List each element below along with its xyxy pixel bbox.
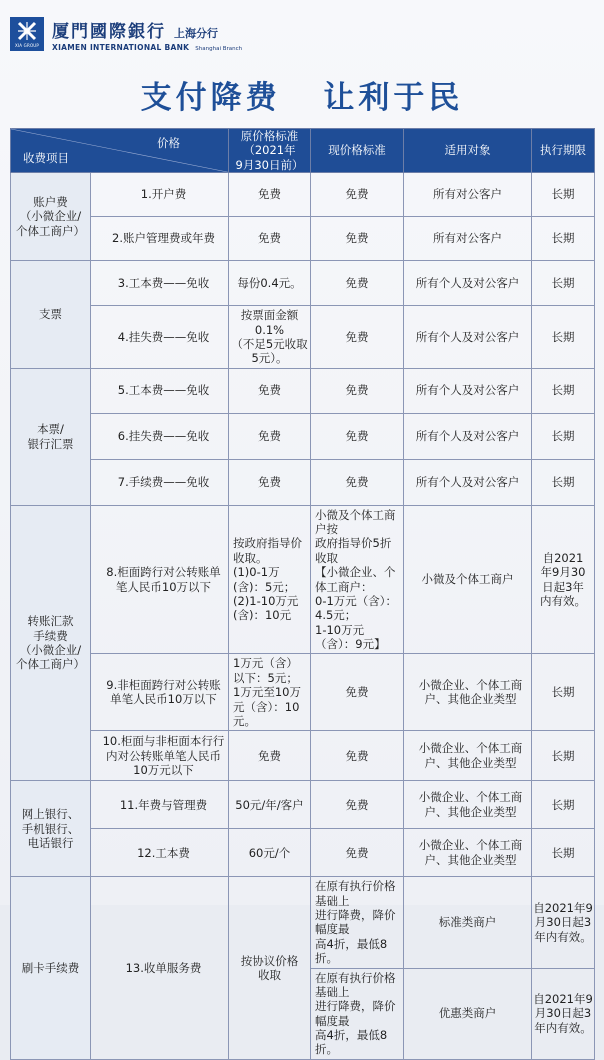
period-cell: 自2021 年9月30 日起3年 内有效。 xyxy=(532,505,595,654)
current-price-cell: 免费 xyxy=(311,261,404,306)
table-row xyxy=(11,173,595,217)
current-price-cell: 在原有执行价格基础上 进行降费，降价幅度最 高4折，最低8折。 xyxy=(311,877,404,968)
original-price-cell: 按政府指导价收取。 (1)0-1万(含)：5元； (2)1-10万元(含)：10元 xyxy=(229,505,311,654)
original-price-cell: 按协议价格 收取 xyxy=(229,877,311,1060)
period-cell: 长期 xyxy=(532,173,595,217)
table-row xyxy=(11,781,595,829)
table-row xyxy=(11,829,595,877)
branch-name-en: Shanghai Branch xyxy=(195,45,243,52)
branch-name-cn: 上海分行 xyxy=(174,26,218,40)
item-cell: 13.收单服务费 xyxy=(91,877,229,1060)
period-cell: 长期 xyxy=(532,261,595,306)
target-cell: 所有对公客户 xyxy=(404,217,532,261)
original-price-cell: 免费 xyxy=(229,368,311,413)
header-target: 适用对象 xyxy=(404,129,532,173)
header-current-price: 现价格标准 xyxy=(311,129,404,173)
slogan xyxy=(0,72,604,117)
header-item-price xyxy=(11,129,229,173)
item-cell: 10.柜面与非柜面本行行 内对公转账单笔人民币 10万元以下 xyxy=(91,731,229,781)
current-price-cell: 免费 xyxy=(311,173,404,217)
category-promissory-draft: 本票/ 银行汇票 xyxy=(11,368,91,505)
table-row xyxy=(11,368,595,413)
current-price-cell: 免费 xyxy=(311,731,404,781)
category-account-fee: 账户费 （小微企业/ 个体工商户） xyxy=(11,173,91,261)
target-cell: 小微企业、个体工商 户、其他企业类型 xyxy=(404,654,532,731)
bank-header xyxy=(10,14,242,54)
current-price-cell: 免费 xyxy=(311,654,404,731)
item-cell: 8.柜面跨行对公转账单 笔人民币10万以下 xyxy=(91,505,229,654)
logo-text: XIA GROUP xyxy=(14,43,40,48)
item-cell: 1.开户费 xyxy=(91,173,229,217)
original-price-cell: 免费 xyxy=(229,173,311,217)
table-row xyxy=(11,877,595,968)
period-cell: 自2021年9 月30日起3 年内有效。 xyxy=(532,968,595,1059)
category-cheque: 支票 xyxy=(11,261,91,369)
table-row xyxy=(11,306,595,369)
current-price-cell: 免费 xyxy=(311,217,404,261)
item-cell: 4.挂失费——免收 xyxy=(91,306,229,369)
item-cell: 3.工本费——免收 xyxy=(91,261,229,306)
period-cell: 长期 xyxy=(532,731,595,781)
target-cell: 所有对公客户 xyxy=(404,173,532,217)
current-price-cell: 免费 xyxy=(311,781,404,829)
header-item-label: 收费项目 xyxy=(23,150,69,165)
item-cell: 2.账户管理费或年费 xyxy=(91,217,229,261)
table-header-row xyxy=(11,129,595,173)
original-price-cell: 免费 xyxy=(229,459,311,505)
table-row xyxy=(11,217,595,261)
current-price-cell: 免费 xyxy=(311,306,404,369)
period-cell: 长期 xyxy=(532,829,595,877)
table-row xyxy=(11,413,595,459)
current-price-cell: 免费 xyxy=(311,413,404,459)
current-price-cell: 免费 xyxy=(311,829,404,877)
fee-table xyxy=(10,128,595,1060)
original-price-cell: 免费 xyxy=(229,217,311,261)
header-period: 执行期限 xyxy=(532,129,595,173)
item-cell: 12.工本费 xyxy=(91,829,229,877)
table-row xyxy=(11,261,595,306)
original-price-cell: 1万元（含）以下：5元； 1万元至10万元（含）：10元。 xyxy=(229,654,311,731)
current-price-cell: 在原有执行价格基础上 进行降费，降价幅度最 高4折，最低8折。 xyxy=(311,968,404,1059)
slogan-part-2: 让利于民 xyxy=(323,80,464,116)
table-row xyxy=(11,731,595,781)
period-cell: 长期 xyxy=(532,413,595,459)
table-row xyxy=(11,459,595,505)
current-price-cell: 免费 xyxy=(311,459,404,505)
original-price-cell: 每份0.4元。 xyxy=(229,261,311,306)
target-cell: 标准类商户 xyxy=(404,877,532,968)
period-cell: 自2021年9 月30日起3 年内有效。 xyxy=(532,877,595,968)
period-cell: 长期 xyxy=(532,306,595,369)
target-cell: 小微企业、个体工商 户、其他企业类型 xyxy=(404,829,532,877)
target-cell: 小微企业、个体工商 户、其他企业类型 xyxy=(404,731,532,781)
target-cell: 所有个人及对公客户 xyxy=(404,368,532,413)
target-cell: 小微及个体工商户 xyxy=(404,505,532,654)
current-price-cell: 免费 xyxy=(311,368,404,413)
bank-name-en: XIAMEN INTERNATIONAL BANK xyxy=(52,42,190,52)
category-online-banking: 网上银行、 手机银行、 电话银行 xyxy=(11,781,91,877)
bank-logo xyxy=(10,17,44,51)
target-cell: 所有个人及对公客户 xyxy=(404,413,532,459)
original-price-cell: 免费 xyxy=(229,731,311,781)
item-cell: 6.挂失费——免收 xyxy=(91,413,229,459)
period-cell: 长期 xyxy=(532,459,595,505)
category-transfer-fee: 转账汇款 手续费 （小微企业/ 个体工商户） xyxy=(11,505,91,781)
bank-name-cn: 厦門國際銀行 xyxy=(52,21,166,42)
target-cell: 优惠类商户 xyxy=(404,968,532,1059)
header-original-price: 原价格标准 （2021年 9月30日前） xyxy=(229,129,311,173)
slogan-part-1: 支付降费 xyxy=(140,80,281,116)
original-price-cell: 免费 xyxy=(229,413,311,459)
target-cell: 小微企业、个体工商 户、其他企业类型 xyxy=(404,781,532,829)
item-cell: 11.年费与管理费 xyxy=(91,781,229,829)
item-cell: 7.手续费——免收 xyxy=(91,459,229,505)
header-price-label: 价格 xyxy=(157,136,180,150)
period-cell: 长期 xyxy=(532,654,595,731)
period-cell: 长期 xyxy=(532,781,595,829)
item-cell: 9.非柜面跨行对公转账 单笔人民币10万以下 xyxy=(91,654,229,731)
target-cell: 所有个人及对公客户 xyxy=(404,306,532,369)
table-row xyxy=(11,505,595,654)
target-cell: 所有个人及对公客户 xyxy=(404,261,532,306)
period-cell: 长期 xyxy=(532,217,595,261)
original-price-cell: 60元/个 xyxy=(229,829,311,877)
period-cell: 长期 xyxy=(532,368,595,413)
target-cell: 所有个人及对公客户 xyxy=(404,459,532,505)
current-price-cell: 小微及个体工商户按 政府指导价5折收取 【小微企业、个体工商户： 0-1万元（含）：4.5元； 1-10万元（含）：9元】 xyxy=(311,505,404,654)
logo-mark-icon xyxy=(16,20,38,42)
original-price-cell: 50元/年/客户 xyxy=(229,781,311,829)
table-row xyxy=(11,654,595,731)
category-card-fee: 刷卡手续费 xyxy=(11,877,91,1060)
original-price-cell: 按票面金额0.1% （不足5元收取5元）。 xyxy=(229,306,311,369)
item-cell: 5.工本费——免收 xyxy=(91,368,229,413)
